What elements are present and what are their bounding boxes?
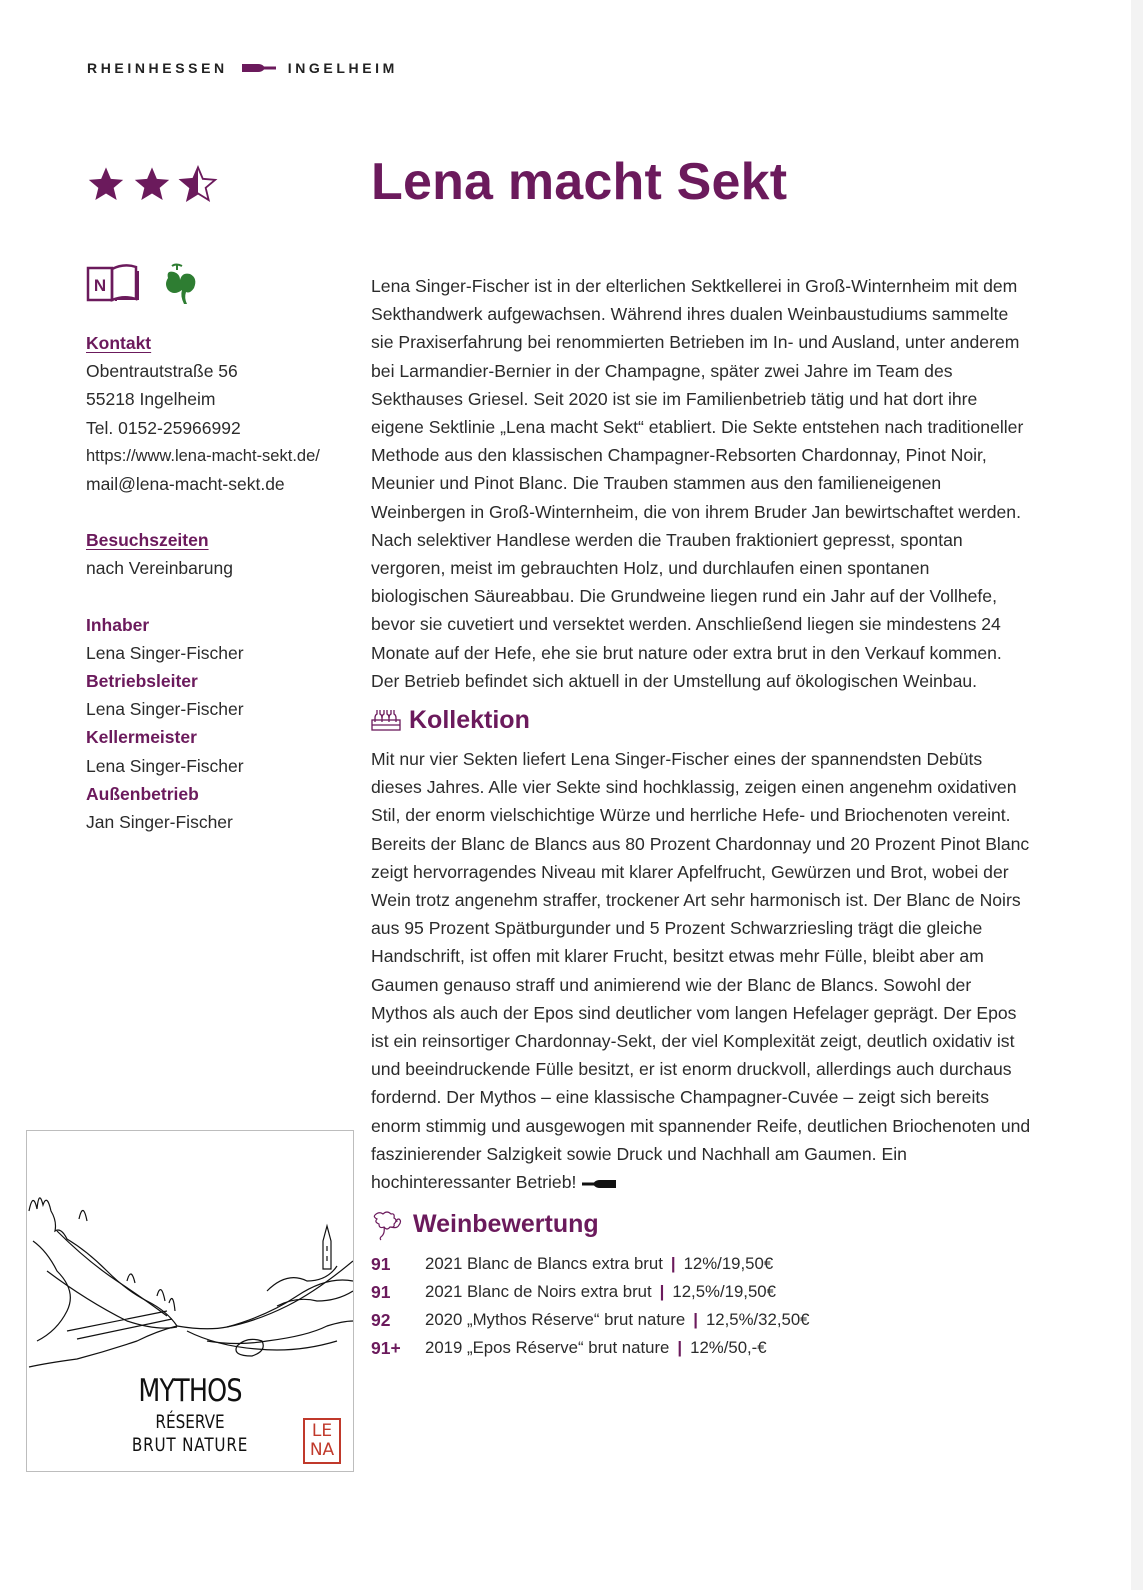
contact-heading: Kontakt (86, 333, 152, 353)
wine-rating-row (371, 1278, 1031, 1306)
separator: | (677, 1338, 683, 1358)
contact-phone: Tel. 0152-25966992 (86, 417, 241, 438)
wine-rating-row (371, 1250, 1031, 1278)
star-full-icon (132, 164, 172, 204)
wine-rating-row (371, 1306, 1031, 1334)
wine-label-image (26, 1130, 354, 1472)
visiting-hours-value: nach Vereinbarung (86, 558, 233, 579)
label-title: MYTHOS (138, 1373, 242, 1409)
wine-details: 12,5%/32,50€ (705, 1309, 810, 1329)
wine-bottle-icon (242, 60, 276, 76)
newcomer-book-icon (86, 263, 140, 305)
kollektion-paragraph: Mit nur vier Sekten liefert Lena Singer-Fischer eines der spannendsten Debüts dieses Jahres. Alle vier Sekte sind hochklassig, zeigen einen angenehm oxidativen Stil, der enorm vielschichtige Würze und herrliche Hefe- und Briochenoten vereint. Bereits der Blanc de Blancs aus 80 Prozent Chardonnay und 20 Prozent Pinot Blanc zeigt hervorragendes Niveau mit klarer Apfelfrucht, Gewürzen und Brot, wobei der Wein trotz angenehm straffer, trockener Art sehr harmonisch ist. Der Blanc de Noirs aus 95 Prozent Spätburgunder und 5 Prozent Schwarzriesling trägt die gleiche Handschrift, ist offen mit klarer Frucht, besitzt etwas mehr Fülle, bleibt aber am Gaumen genauso straff und animierend wie der Blanc de Blancs. Sowohl der Mythos als auch der Epos sind deutlicher vom langen Hefelager geprägt. Der Epos ist ein reinsortiger Chardonnay-Sekt, der viel Komplexität zeigt, deutlich oxidativ ist und beeindruckende Fülle besitzt, er ist enorm druckvoll, allerdings auch durchaus fordernd. Der Mythos – eine klassische Champagner-Cuvée – zeigt sich bereits enorm stimmig und ausgewogen mit spannender Reife, deutlichen Briochenoten und faszinierender Salzigkeit sowie Druck und Nachhall am Gaumen. Ein hochinteressanter Betrieb! (371, 745, 1031, 1197)
organic-leaf-icon (160, 262, 202, 306)
contact-city: 55218 Ingelheim (86, 389, 216, 410)
svg-text:N: N (93, 276, 107, 295)
separator: | (693, 1309, 698, 1329)
wine-score: 92 (371, 1309, 391, 1330)
vine-leaf-icon (371, 1209, 405, 1241)
vineyard-manager-heading: Außenbetrieb (86, 783, 199, 804)
lena-logo: LE NA (303, 1418, 341, 1464)
wine-rating-row (371, 1334, 1031, 1362)
wine-name: 2021 Blanc de Blancs extra brut (425, 1253, 663, 1273)
page-edge (1131, 0, 1143, 1590)
weinbewertung-title: Weinbewertung (413, 1210, 599, 1239)
wine-score: 91 (371, 1281, 391, 1302)
breadcrumb-region: RHEINHESSEN (87, 60, 228, 76)
weinbewertung-heading (371, 1208, 1031, 1242)
wine-ratings-list (371, 1250, 1031, 1363)
label-style: BRUT NATURE (131, 1434, 249, 1456)
wine-details: 12%/50,-€ (690, 1338, 767, 1358)
wine-details: 12%/19,50€ (683, 1253, 774, 1273)
cellar-master-heading: Kellermeister (86, 727, 197, 748)
wine-name: 2020 „Mythos Réserve“ brut nature (425, 1309, 686, 1329)
wine-score: 91 (371, 1253, 391, 1274)
kollektion-title: Kollektion (409, 705, 530, 734)
landscape-line-drawing-icon (27, 1131, 353, 1371)
wine-crate-icon (371, 708, 401, 732)
wine-details: 12,5%/19,50€ (672, 1281, 776, 1301)
visiting-hours-heading: Besuchszeiten (86, 530, 209, 551)
wine-score: 91+ (371, 1338, 401, 1359)
wine-name: 2021 Blanc de Noirs extra brut (425, 1281, 652, 1301)
owner-heading: Inhaber (86, 614, 150, 635)
intro-paragraph: Lena Singer-Fischer ist in der elterlichen Sektkellerei in Groß-Winternheim mit dem Sekthandwerk aufgewachsen. Während ihres dualen Weinbaustudiums sammelte sie Praxiserfahrung bei renommierten Betrieben im In- und Ausland, unter anderem bei Larmandier-Bernier in der Champagne, später zwei Jahre im Team des Sekthauses Griesel. Seit 2020 ist sie im Familienbetrieb tätig und hat dort ihre eigene Sektlinie „Lena macht Sekt“ etabliert. Die Sekte entstehen nach traditioneller Methode aus den klassischen Champagner-Rebsorten Chardonnay, Pinot Noir, Meunier und Pinot Blanc. Die Trauben stammen aus den familieneigenen Weinbergen in Groß-Winternheim, die von ihrem Bruder Jan bewirtschaftet werden. Nach selektiver Handlese werden die Trauben fraktioniert gepresst, spontan vergoren, meist im gebrauchten Holz, und durchlaufen einen spontanen biologischen Säureabbau. Die Grundweine liegen rund ein Jahr auf der Vollhefe, bevor sie cuvetiert und versektet werden. Anschließend liegen sie mindestens 24 Monate auf der Hefe, ehe sie brut nature oder extra brut in den Verkauf kommen. Der Betrieb befindet sich aktuell in der Umstellung auf ökologischen Weinbau. (371, 276, 1024, 691)
page-title: Lena macht Sekt (371, 153, 788, 211)
sidebar (86, 329, 366, 836)
end-bottle-icon (582, 1169, 616, 1197)
vineyard-manager-value: Jan Singer-Fischer (86, 812, 233, 833)
contact-email-link[interactable]: mail@lena-macht-sekt.de (86, 474, 285, 495)
contact-street: Obentrautstraße 56 (86, 361, 238, 382)
rating-stars (86, 164, 218, 204)
contact-website-link[interactable]: https://www.lena-macht-sekt.de/ (86, 446, 320, 465)
badges (86, 262, 202, 306)
star-half-icon (178, 164, 218, 204)
cellar-master-value: Lena Singer-Fischer (86, 755, 244, 776)
separator: | (659, 1281, 665, 1301)
breadcrumb (87, 60, 398, 76)
wine-name: 2019 „Epos Réserve“ brut nature (425, 1338, 670, 1358)
star-full-icon (86, 164, 126, 204)
label-subtitle: RÉSERVE (155, 1411, 225, 1433)
owner-value: Lena Singer-Fischer (86, 642, 244, 663)
manager-value: Lena Singer-Fischer (86, 699, 244, 720)
main-content (371, 272, 1031, 1362)
breadcrumb-town: INGELHEIM (287, 60, 398, 76)
manager-heading: Betriebsleiter (86, 671, 198, 692)
kollektion-heading (371, 703, 1031, 737)
separator: | (670, 1253, 676, 1273)
